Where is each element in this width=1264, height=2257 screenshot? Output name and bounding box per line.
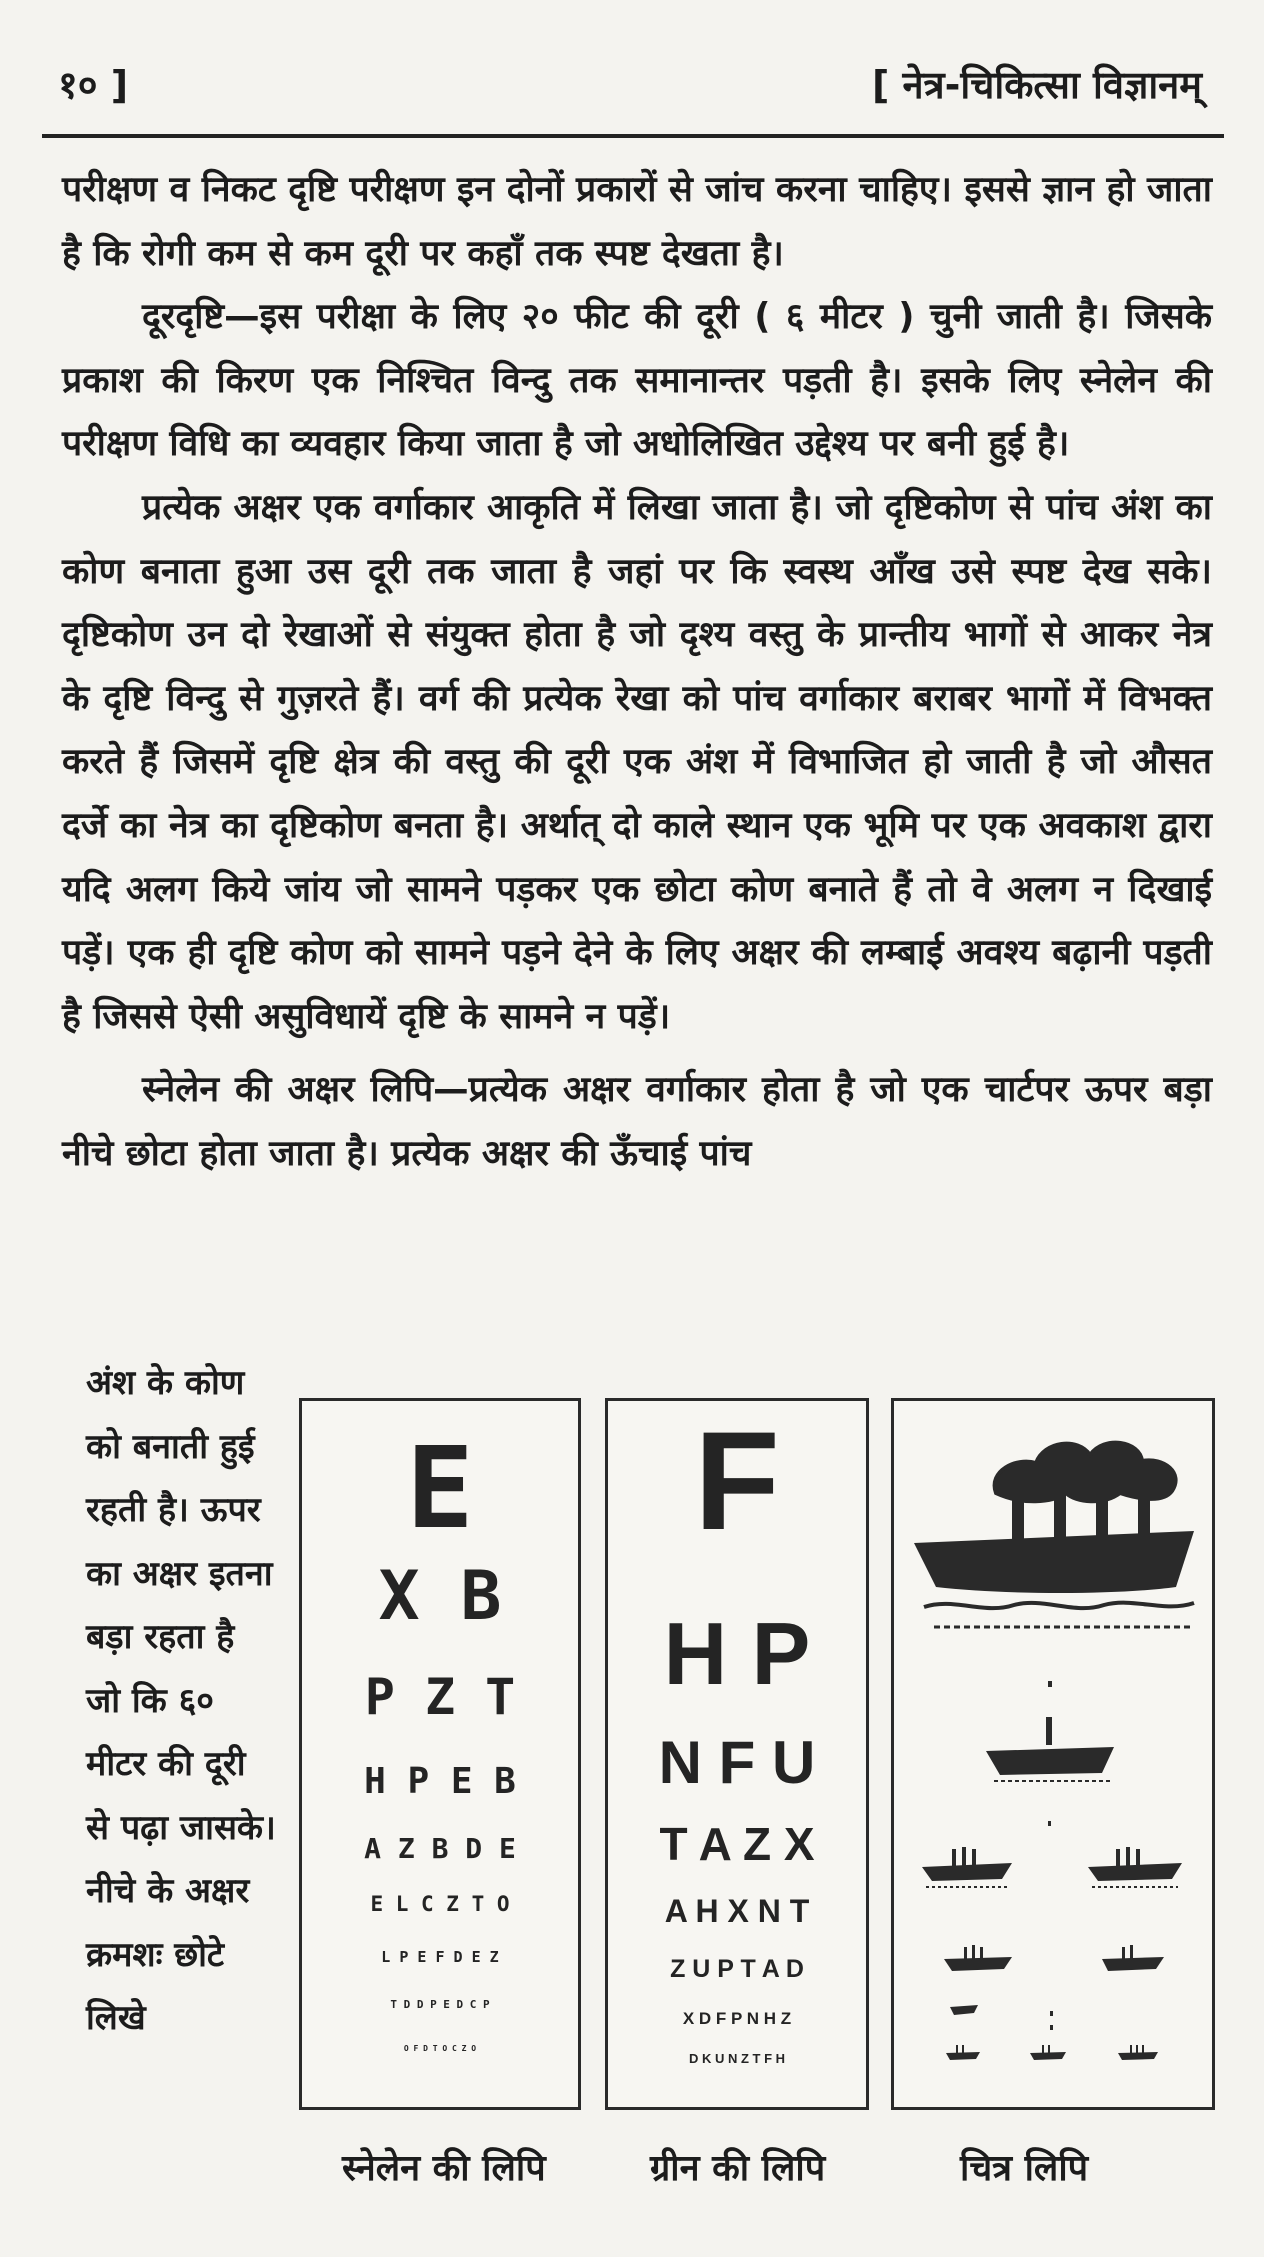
snellen-chart [299, 1398, 581, 2110]
page-number: १० ] [58, 63, 129, 107]
green-chart [605, 1398, 869, 2110]
chart-row: E L C Z T O [370, 1892, 510, 1916]
chart-row: X B [378, 1557, 502, 1636]
chart-row: X D F P N H Z [682, 2009, 792, 2028]
tiny-boat-icon [1118, 2045, 1158, 2060]
tiny-boat-icon [950, 2005, 1053, 2030]
chart-row: P Z T [364, 1668, 516, 1726]
chart-row: A Z B D E [364, 1832, 516, 1865]
tiny-boat-icon [1030, 2045, 1066, 2060]
chart-row: O F D T O C Z O [403, 2044, 477, 2053]
chart-row: A H X N T [664, 1893, 810, 1929]
paragraph: स्नेलेन की अक्षर लिपि—प्रत्येक अक्षर वर्गाकार होता है जो एक चार्टपर ऊपर बड़ा नीचे छोटा होता जाता है। प्रत्येक अक्षर की ऊँचाई पांच [62, 1069, 1212, 1174]
body-text [62, 158, 1212, 1186]
chart-row: E [406, 1424, 474, 1554]
chart-row: Z U P T A D [670, 1955, 804, 1983]
chart-row: T D D P E D C P [390, 1998, 490, 2011]
caption-snellen: स्नेलेन की लिपि [342, 2148, 546, 2189]
chart-row: T A Z X [659, 1818, 815, 1870]
small-ship-icon [1088, 1847, 1182, 1887]
small-ship-icon [922, 1847, 1012, 1887]
picture-chart-drawings [894, 1401, 1212, 2107]
paragraph: दूरदृष्टि—इस परीक्षा के लिए २० फीट की दूरी ( ६ मीटर ) चुनी जाती है। जिसके प्रकाश की किरण एक निश्चित विन्दु तक समानान्तर पड़ती है। इसके लिए स्नेलेन की परीक्षण विधि का व्यवहार किया जाता है जो अधोलिखित उद्देश्य पर बनी हुई है। [62, 296, 1212, 465]
running-title: [ नेत्र-चिकित्सा विज्ञानम् [871, 63, 1202, 107]
chart-row: F [694, 1402, 780, 1559]
header-rule [42, 134, 1224, 138]
paragraph: प्रत्येक अक्षर एक वर्गाकार आकृति में लिखा जाता है। जो दृष्टिकोण से पांच अंश का कोण बनाता हुआ उस दूरी तक जाता है जहां पर कि स्वस्थ आँख उसे स्पष्ट देख सके। दृष्टिकोण उन दो रेखाओं से संयुक्त होता है जो दृश्य वस्तु के प्रान्तीय भागों से आकर नेत्र के दृष्टि विन्दु से गुज़रते हैं। वर्ग की प्रत्येक रेखा को पांच वर्गाकार बराबर भागों में विभक्त करते हैं जिसमें दृष्टि क्षेत्र की वस्तु की दूरी एक अंश में विभाजित हो जाती है जो औसत दर्जे का नेत्र का दृष्टिकोण बनता है। अर्थात् दो काले स्थान एक भूमि पर एक अवकाश द्वारा यदि अलग किये जांय जो सामने पड़कर एक छोटा कोण बनाते हैं तो वे अलग न दिखाई पड़ें। एक ही दृष्टि कोण को सामने पड़ने देने के लिए अक्षर की लम्बाई अवश्य बढ़ानी पड़ती है जिससे ऐसी असुविधायें दृष्टि के सामने न पड़ें। [62, 486, 1212, 1037]
side-text: अंश के कोण को बनाती हुई रहती है। ऊपर का अक्षर इतना बड़ा रहता है जो कि ६० मीटर की दूरी से पढ़ा जासके। नीचे के अक्षर क्रमशः छोटे लिखे [86, 1363, 276, 2038]
chart-row: L P E F D E Z [381, 1948, 499, 1966]
chart-row: H P [663, 1604, 811, 1703]
tiny-boat-icon [946, 2045, 980, 2060]
caption-green: ग्रीन की लिपि [650, 2148, 826, 2189]
large-ship-icon [914, 1443, 1194, 1627]
small-ship-icon [1102, 1945, 1164, 1971]
dot-mark [1048, 1821, 1051, 1826]
chart-row: D K U N Z T F H [688, 2051, 786, 2066]
chart-row: N F U [658, 1729, 816, 1796]
boat-icon [986, 1717, 1114, 1781]
dot-mark [1048, 1681, 1052, 1687]
picture-chart [891, 1398, 1215, 2110]
small-ship-icon [944, 1945, 1012, 1971]
caption-picture: चित्र लिपि [960, 2148, 1089, 2189]
chart-row: H P E B [364, 1761, 516, 1802]
paragraph: परीक्षण व निकट दृष्टि परीक्षण इन दोनों प्रकारों से जांच करना चाहिए। इससे ज्ञान हो जाता है कि रोगी कम से कम दूरी पर कहाँ तक स्पष्ट देखता है। [62, 169, 1212, 274]
